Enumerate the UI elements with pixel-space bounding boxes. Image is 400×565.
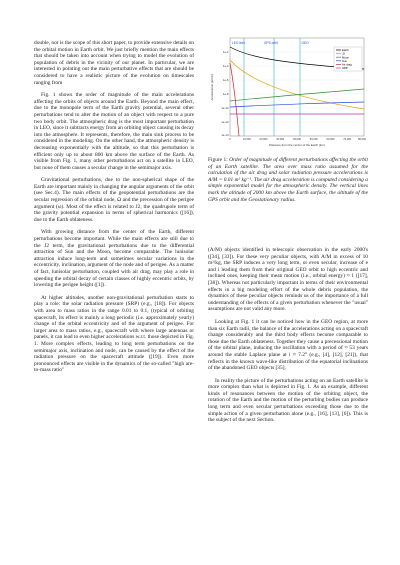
legend-earth: Earth [342, 48, 349, 53]
paragraph-resonances: In reality the picture of the perturbations acting on an Earth satellite is more complex than what is depicted in Fig. 1. As an example, different kinds of resonances between the motion of the orbiting object, the rotation of the Earth and the motion of the perturbing bodies can produce long term and even secular perturbations exceeding those due to the simple action of a given perturbation alone (e.g., [16], [13], [6]). This is the subject of the next Section. [208, 377, 368, 424]
y-tick: 1e-6 [222, 78, 229, 82]
figure-1 [208, 35, 368, 152]
right-column [208, 247, 368, 430]
x-tick: 70,000 [343, 138, 352, 141]
legend-sun: Sun [342, 58, 347, 63]
y-tick: 1e-10 [221, 106, 229, 110]
paragraph-srp: At higher altitudes, another non-gravitational perturbation starts to play a role: the solar radiation pressure (SRP) (e.g., [18]). For objects with area to mass ratios in the range 0.01 to 0.1, (typical of orbiting spacecraft, its effect is mainly a long periodic (i.e. approximately yearly) change of the orbital eccentricity and of the argument of perigee. For larger area to mass ratios, e.g., spacecraft with where large antennas or panels, it can lead to even higher accelerations w.r.t. those depicted in Fig. 1. More complex effects, leading to long term perturbations on the semimajor axis, inclination and node, can be caused by the effect of the radiation pressure on the spacecraft attitude ([19]). Even more pronounced effects are visible in the dynamics of the so-called "high are-to-mass ratio" [34, 294, 194, 374]
legend [334, 47, 362, 71]
y-tick-labels [221, 50, 229, 137]
gps-orbit-label: GPS orbit [264, 41, 278, 45]
paragraph-gravitational: Gravitational perturbations, due to the non-spherical shape of the Earth are important mainly in changing the angular arguments of the orbit (see Sec.4). The main effects of the geopotential perturbations are the secular regression of the orbital node, Ω and the precession of the perigee argument (ω). Most of the effect is related to J2, the quadrupole term of the gravity potential expansion in terms of spherical harmonics ([16]), due to the Earth oblateness. [34, 177, 194, 223]
x-tick: 20,000 [259, 138, 268, 141]
geo-label: GEO [301, 41, 309, 45]
x-tick: 60,000 [326, 138, 335, 141]
x-tick: 30,000 [276, 138, 285, 141]
left-column [34, 40, 194, 380]
x-tick: 50,000 [309, 138, 318, 141]
caption-text: Order of magnitude of different perturbations affecting the orbit of an Earth satellite. The area over mass ratio assumed for the calculation of the air drag and solar radiation pressure accelerations is A/M = 0.01 m² kg⁻¹. The air drag acceleration is computed considering a simple exponential model for the atmospheric density. The vertical lines mark the altitude of 2000 km above the Earth surface, the altitude of the GPS orbit and the Geostationary radius. [208, 157, 369, 203]
legend-moon: Moon [342, 55, 349, 60]
caption-label: Figure 1: [208, 157, 228, 163]
legend-srp: SRP [342, 66, 348, 71]
y-tick: 1e-12 [221, 120, 229, 124]
perturbation-plot [208, 35, 368, 152]
paragraph-lunisolar: With growing distance from the center of the Earth, different perturbations become important. While the main effects are still due to the J2 term, the gravitational perturbations due to the differential attraction of Sun and the Moon, become comparable. The lunisolar attraction induce long-term and sometimes secular variations in the eccentricity, inclination, argument of the node and of perigee. As a matter of fact, lunisolar perturbation, coupled with air drag, may play a role in speeding the orbital decay of certain classes of highly eccentric orbits, by lowering the perigee height ([1]). [34, 229, 194, 289]
figure-caption [208, 157, 368, 203]
x-axis-label: Distance from the center of the Earth (km) [269, 143, 325, 147]
legend-air-drag: Air drag [342, 62, 352, 67]
paragraph-fig1: Fig. 1 shows the order of magnitude of the main accelerations affecting the orbits of objects around the Earth. Beyond the main effect, due to the monopole term of the Earth gravity potential, several other perturbations tend to alter the motion of an object with respect to a pure two body orbit. The atmospheric drag is the most important perturbation in LEO, since it subtracts energy from an orbiting object causing its decay into the atmosphere. It represents, therefore, the main sink process to be considered in the modeling. On the other hand, the atmospheric density is decreasing exponentially with the altitude, so that this perturbation is efficient only up to about 800 km above the surface of the Earth. As visible from Fig. 1, many other perturbations act on a satellite in LEO, but none of them causes a secular change in the semimajor axis. [34, 92, 194, 171]
x-tick: 40,000 [293, 138, 301, 141]
paragraph-high-am: (A/M) objects identified in telescopic observation in the early 2000's ([34], [33]). For these very peculiar objects, with A/M in excess of 10 m²/kg, the SRP induces a very long term, or even secular, increase of e and i leading them from their original GEO orbit to high eccentric and inclined ones, keeping their mean motion (i.e., orbital energy) ≈ 1 ([17], [38]). Whereas not particularly important in terms of their environmental effects in a big modeling effort of the whole debris population, the dynamics of these peculiar objects reminds us of the importance of a full understanding of the effects of a given perturbation whenever the "usual" assumptions are not valid any more. [208, 247, 368, 313]
x-tick-labels [229, 137, 366, 141]
y-tick: 1e-2 [222, 50, 229, 54]
x-tick: 10,000 [242, 138, 251, 141]
y-tick: 1e-8 [222, 92, 229, 96]
paragraph-intro: double, nor is the scope of this short paper, to provide extensive details on the orbital motion in Earth orbit. We just briefly mention the main effects that should be taken into account when trying to model the evolution of population of debris in the vicinity of our planet. In particular, we are interested in pointing out the main perturbative effects that are should be considered to have a realistic picture of the evolution on timescales ranging from [34, 40, 194, 86]
x-tick: 80,000 [358, 138, 366, 141]
paragraph-geo-region: Looking at Fig. 1 it can be noticed how in the GEO region, at more than six Earth radii, the balance of the accelerations acting on a spacecraft change considerably and the third body effects become comparable to those due the Earth oblateness. Together they cause a precessional motion of the orbital plane, inducing the oscillation with a period of ≈ 53 years around the stable Laplace plane at i ≈ 7.2° (e.g., [4], [12], [21]), that reflects in the known wave-like distribution of the equatorial inclinations of the abandoned GEO objects [35]. [208, 318, 368, 372]
legend-j2: J2 [342, 51, 345, 56]
leo-limit-label: LEO limit [232, 41, 245, 45]
y-tick: 1e-14 [221, 133, 229, 137]
y-axis-label: Acceleration (km/s²) [210, 73, 214, 101]
y-tick: 1e-4 [222, 64, 229, 68]
x-tick: 0 [229, 138, 231, 141]
